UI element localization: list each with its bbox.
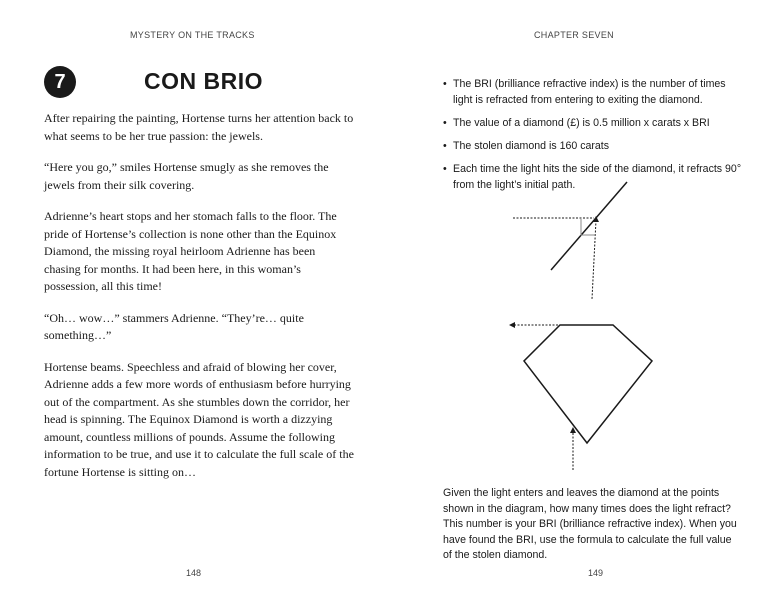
list-item: • The stolen diamond is 160 carats (443, 138, 743, 154)
paragraph: After repairing the painting, Hortense turns her attention back to what seems to be her true passion: the jewels. (44, 111, 354, 143)
list-item: • The BRI (brilliance refractive index) is the number of times light is refracted from entering to exiting the diamond. (443, 76, 743, 108)
running-head-right: CHAPTER SEVEN (534, 30, 614, 40)
page-number-left: 148 (186, 568, 202, 578)
list-item: • Each time the light hits the side of the diamond, it refracts 90° from the light’s initial path. (443, 161, 743, 193)
diamond-outline (524, 325, 652, 443)
refraction-example (513, 182, 627, 299)
arrowhead-icon (593, 216, 599, 222)
chapter-title: CON BRIO (144, 68, 263, 94)
page-number-right: 149 (588, 568, 604, 578)
running-head-left: MYSTERY ON THE TRACKS (130, 30, 255, 40)
chapter-number-badge: 7 (44, 66, 76, 98)
paragraph: Hortense beams. Speechless and afraid of blowing her cover, Adrienne adds a few more words of enthusiasm before hurrying out of the compartment. As she stumbles down the corridor, her head is spinning. The Equinox Diamond is worth a dizzying amount, countless millions of pounds. Assume the following information to be true, and use it to calculate the full scale of the fortune Hortense is sitting on… (44, 359, 354, 479)
surface-line (551, 182, 627, 270)
question-text: Given the light enters and leaves the diamond at the points shown in the diagram, how many times does the light refract? This number is your BRI (brilliance refractive index). When you have found the BRI, use the formula to calculate the full value of the stolen diamond. (443, 487, 737, 561)
refracted-ray (592, 220, 596, 299)
list-item: • The value of a diamond (£) is 0.5 million x carats x BRI (443, 115, 743, 131)
paragraph: Adrienne’s heart stops and her stomach falls to the floor. The pride of Hortense’s collection is none other than the Equinox Diamond, the missing royal heirloom Adrienne has been chasing for months. It had been here, in this woman’s possession, all this time! (44, 209, 337, 293)
paragraph: “Oh… wow…” stammers Adrienne. “They’re… quite something…” (44, 310, 304, 342)
diamond-shape (509, 322, 652, 470)
arrowhead-icon (509, 322, 515, 328)
paragraph: “Here you go,” smiles Hortense smugly as she removes the jewels from their silk covering. (44, 160, 329, 192)
